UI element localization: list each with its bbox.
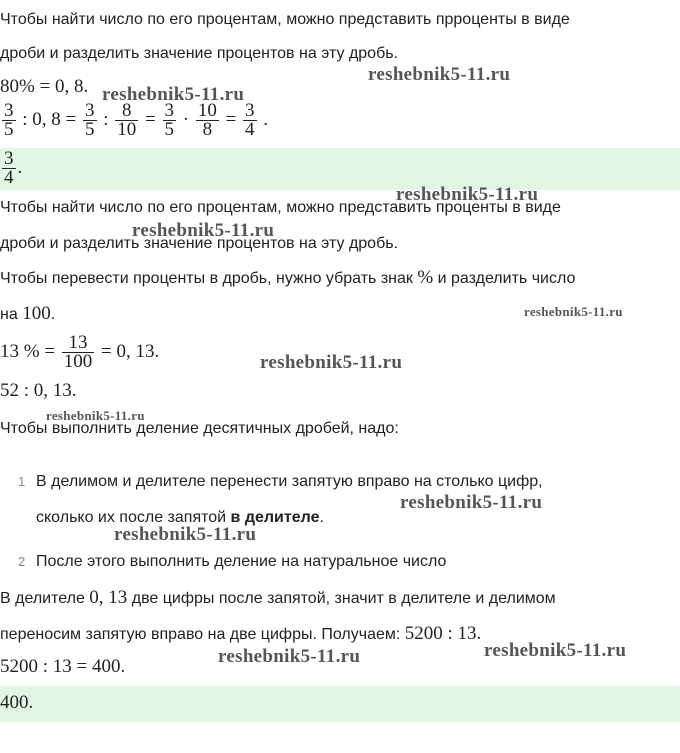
fraction: $\frac{3}{5}$ bbox=[164, 100, 174, 140]
eq1-lhs: 80% bbox=[0, 76, 35, 97]
equation-13-percent bbox=[0, 334, 159, 371]
text-run: две цифры после запятой, значит в делителе и делимом bbox=[127, 590, 556, 607]
list-item-number: 2 bbox=[18, 554, 26, 569]
list-item-1-line-1: В делимом и делителе перенести запятую вправо на столько цифр, bbox=[36, 473, 543, 490]
eq1-rhs: = 0, 8. bbox=[39, 76, 89, 97]
fraction: $\frac{3}{5}$ bbox=[4, 100, 14, 140]
watermark: reshebnik5-11.ru bbox=[46, 408, 145, 423]
para2-line-1: Чтобы найти число по его процентам, можно представить проценты в виде bbox=[0, 199, 561, 216]
text-run: . bbox=[319, 509, 324, 526]
fraction: $\frac{3}{4}$ bbox=[4, 148, 14, 188]
math-text: · bbox=[182, 108, 190, 130]
list-item-number: 1 bbox=[18, 474, 26, 489]
percent-sign: % bbox=[417, 267, 434, 288]
text-run: на bbox=[0, 306, 23, 323]
intro-line-2: дроби и разделить значение процентов на эту дробь. bbox=[0, 45, 399, 62]
watermark: reshebnik5-11.ru bbox=[132, 220, 275, 241]
fraction: $\frac{13}{100}$ bbox=[63, 332, 93, 372]
fraction: $\frac{10}{8}$ bbox=[197, 100, 217, 140]
text-run: . bbox=[50, 306, 56, 323]
equation-percent bbox=[0, 76, 88, 98]
answer-2: 400. bbox=[0, 692, 34, 713]
answer-1 bbox=[0, 150, 22, 187]
number-100: 100 bbox=[22, 303, 51, 324]
watermark: reshebnik5-11.ru bbox=[524, 304, 623, 319]
fraction: $\frac{3}{5}$ bbox=[85, 100, 95, 140]
para3-line-2 bbox=[0, 304, 55, 325]
answer-highlight-2 bbox=[0, 686, 680, 722]
para5-line-1 bbox=[0, 588, 556, 609]
fraction: $\frac{8}{10}$ bbox=[117, 100, 137, 140]
math-text: 13 % = bbox=[0, 340, 56, 362]
text-run: переносим запятую вправо на две цифры. Получаем: bbox=[0, 626, 405, 643]
text-run: В делителе bbox=[0, 590, 90, 607]
math-text: = 0, 13. bbox=[101, 340, 160, 362]
watermark: reshebnik5-11.ru bbox=[114, 524, 257, 545]
equation-5200: 5200 : 13 = 400. bbox=[0, 656, 126, 677]
math-text: : 0, 8 = bbox=[22, 108, 77, 130]
watermark: reshebnik5-11.ru bbox=[218, 646, 361, 667]
fraction: $\frac{3}{4}$ bbox=[245, 100, 255, 140]
para2-line-2: дроби и разделить значение процентов на эту дробь. bbox=[0, 235, 399, 252]
math-text: = bbox=[225, 108, 237, 130]
equation-52: 52 : 0, 13. bbox=[0, 380, 77, 401]
intro-line-1: Чтобы найти число по его процентам, можно представить прроценты в виде bbox=[0, 11, 570, 28]
watermark: reshebnik5-11.ru bbox=[400, 492, 543, 513]
answer-highlight-1 bbox=[0, 148, 680, 190]
text-run: сколько их после запятой bbox=[36, 509, 231, 526]
equation-division bbox=[0, 102, 268, 139]
text-run: и разделить число bbox=[433, 270, 576, 287]
math-text: . bbox=[17, 156, 23, 178]
watermark: reshebnik5-11.ru bbox=[368, 64, 511, 85]
watermark: reshebnik5-11.ru bbox=[260, 352, 403, 373]
para5-line-2 bbox=[0, 624, 481, 645]
math-text: . bbox=[263, 108, 269, 130]
para4: Чтобы выполнить деление десятичных дробей, надо: bbox=[0, 420, 399, 437]
result-expression: 5200 : 13. bbox=[404, 623, 482, 644]
watermark: reshebnik5-11.ru bbox=[102, 84, 245, 105]
watermark: reshebnik5-11.ru bbox=[396, 184, 539, 205]
math-text: = bbox=[145, 108, 156, 130]
para3-line-1 bbox=[0, 268, 575, 289]
text-run: Чтобы перевести проценты в дробь, нужно убрать знак bbox=[0, 270, 418, 287]
math-text: : bbox=[103, 108, 109, 130]
watermark: reshebnik5-11.ru bbox=[484, 640, 627, 661]
divisor-value: 0, 13 bbox=[89, 587, 128, 608]
list-item-2-line-1: После этого выполнить деление на натуральное число bbox=[36, 553, 447, 570]
bold-text: в делителе bbox=[230, 509, 320, 526]
